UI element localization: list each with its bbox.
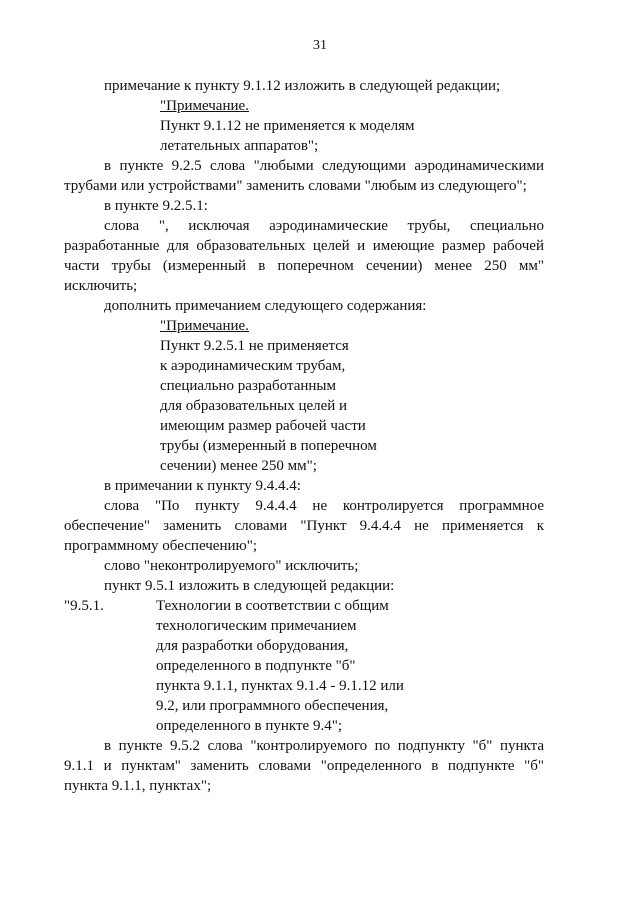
section-line: Технологии в соответствии с общим — [156, 598, 389, 614]
note-heading: "Примечание. — [160, 318, 249, 334]
paragraph-9-5-1-intro: пункт 9.5.1 изложить в следующей редакции: — [104, 578, 395, 594]
section-line: для разработки оборудования, — [156, 638, 349, 654]
section-number: "9.5.1. — [64, 598, 104, 614]
section-line: 9.2, или программного обеспечения, — [156, 698, 389, 714]
paragraph-9-5-2: в пункте 9.5.2 слова "контролируемого по подпункту "б" пункта 9.1.1 и пунктам" заменить словами "определенного в подпункте "б" пункта 9.1.1, пунктах"; — [64, 738, 544, 794]
paragraph-9-4-4-4-intro: в примечании к пункту 9.4.4.4: — [104, 478, 301, 494]
section-line: определенного в пункте 9.4"; — [156, 718, 342, 734]
paragraph-note-9-1-12: примечание к пункту 9.1.12 изложить в следующей редакции; — [104, 78, 501, 94]
note-line: к аэродинамическим трубам, — [160, 358, 346, 374]
paragraph-add-note: дополнить примечанием следующего содержания: — [104, 298, 427, 314]
note-line: имеющим размер рабочей части — [160, 418, 366, 434]
note-line: летательных аппаратов"; — [160, 138, 319, 154]
section-9-5-1-continuation — [64, 616, 544, 736]
section-line: технологическим примечанием — [156, 618, 357, 634]
paragraph-9-4-4-4-words: слова "По пункту 9.4.4.4 не контролируется программное обеспечение" заменить словами "Пункт 9.4.4.4 не применяется к программному обеспечению"; — [64, 498, 544, 554]
paragraph-9-2-5: в пункте 9.2.5 слова "любыми следующими аэродинамическими трубами или устройствами" заменить словами "любым из следующего"; — [64, 158, 544, 194]
note-line: специально разработанным — [160, 378, 336, 394]
note-line: трубы (измеренный в поперечном — [160, 438, 377, 454]
section-line: пункта 9.1.1, пунктах 9.1.4 - 9.1.12 или — [156, 678, 404, 694]
document-body — [64, 76, 544, 796]
note-line: Пункт 9.1.12 не применяется к моделям — [160, 118, 415, 134]
section-9-5-1 — [64, 596, 544, 616]
note-line: сечении) менее 250 мм"; — [160, 458, 317, 474]
note-line: для образовательных целей и — [160, 398, 348, 414]
section-line: определенного в подпункте "б" — [156, 658, 356, 674]
page-number: 31 — [313, 38, 327, 53]
note-heading: "Примечание. — [160, 98, 249, 114]
paragraph-9-2-5-1-words: слова ", исключая аэродинамические трубы, специально разработанные для образовательных целей и имеющие размер рабочей части трубы (измеренный в поперечном сечении) менее 250 мм" исключить; — [64, 218, 544, 294]
note-block-9-1-12 — [64, 96, 544, 156]
note-line: Пункт 9.2.5.1 не применяется — [160, 338, 349, 354]
note-block-9-2-5-1 — [64, 316, 544, 476]
paragraph-word-remove: слово "неконтролируемого" исключить; — [104, 558, 359, 574]
paragraph-9-2-5-1-intro: в пункте 9.2.5.1: — [104, 198, 208, 214]
